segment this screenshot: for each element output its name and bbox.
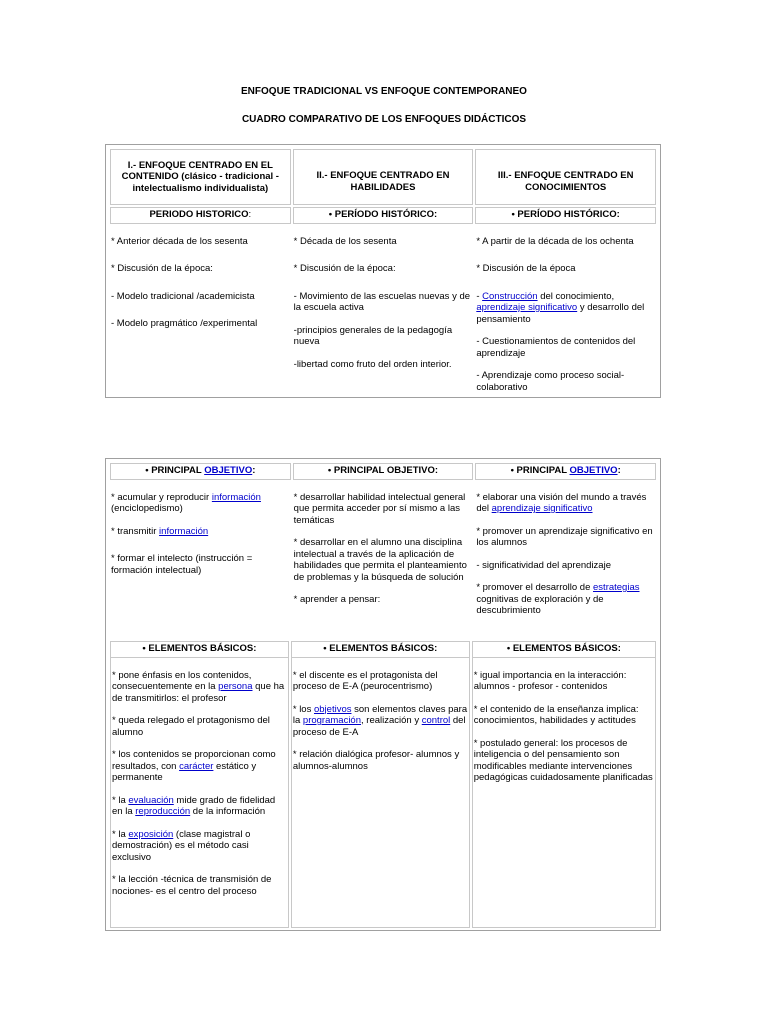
list-item: - Movimiento de las escuelas nuevas y de la escuela activa xyxy=(293,290,471,313)
programacion-link[interactable]: programación xyxy=(302,715,361,726)
list-item: * Discusión de la época: xyxy=(293,263,396,274)
list-item: * desarrollar en el alumno una disciplina intelectual a través de la aplicación de habilidades que permita el planteamiento de problemas y la búsqueda de solución xyxy=(293,537,467,583)
informacion-link[interactable]: información xyxy=(211,491,261,503)
document-subtitle: CUADRO COMPARATIVO DE LOS ENFOQUES DIDÁCTICOS xyxy=(241,114,527,125)
col3-header: III.- ENFOQUE CENTRADO EN CONOCIMIENTOS xyxy=(475,149,656,205)
col3-body xyxy=(475,207,656,393)
list-item: - Modelo pragmático /experimental xyxy=(111,318,258,329)
list-item: - significatividad del aprendizaje xyxy=(476,559,611,571)
list-item: * promover un aprendizaje significativo en los alumnos xyxy=(476,525,653,548)
list-item: * acumular y reproducir información (enciclopedismo) xyxy=(111,491,261,514)
reproduccion-link[interactable]: reproducción xyxy=(135,806,191,817)
list-item: * relación dialógica profesor- alumnos y alumnos-alumnos xyxy=(292,749,460,772)
col1-header: I.- ENFOQUE CENTRADO EN EL CONTENIDO (clásico - tradicional - intelectualismo individualista) xyxy=(110,149,291,205)
document-title: ENFOQUE TRADICIONAL VS ENFOQUE CONTEMPORANEO xyxy=(241,86,527,97)
list-item: - Aprendizaje como proceso social-colaborativo xyxy=(476,370,625,393)
list-item: * los contenidos se proporcionan como resultados, con carácter estático y permanente xyxy=(112,749,276,783)
informacion-link[interactable]: información xyxy=(159,525,209,537)
table-objetivos-elementos xyxy=(105,458,661,931)
list-item: * la evaluación mide grado de fidelidad en la reproducción de la información xyxy=(112,794,276,817)
list-item: * A partir de la década de los ochenta xyxy=(476,235,634,247)
caracter-link[interactable]: carácter xyxy=(179,760,214,772)
col2-header: II.- ENFOQUE CENTRADO EN HABILIDADES xyxy=(293,149,474,205)
list-item: * el contenido de la enseñanza implica: conocimientos, habilidades y actitudes xyxy=(473,703,639,726)
elementos-col2 xyxy=(291,641,470,928)
list-item: * aprender a pensar: xyxy=(293,594,381,605)
list-item: * Anterior década de los sesenta xyxy=(111,235,248,247)
list-item: * la exposición (clase magistral o demostración) es el método casi exclusivo xyxy=(112,828,251,863)
objetivo-col1 xyxy=(110,463,291,637)
list-item: * pone énfasis en los contenidos, consecuentemente en la persona que ha de transmitirlos: el profesor xyxy=(112,669,285,704)
aprendizaje-significativo-link[interactable]: aprendizaje significativo xyxy=(491,503,593,514)
list-item: * postulado general: los procesos de inteligencia o del pensamiento son modificables mediante intervenciones pedagógicas cuidadosamente planificadas xyxy=(473,737,653,783)
evaluacion-link[interactable]: evaluación xyxy=(128,794,174,806)
persona-link[interactable]: persona xyxy=(218,681,253,692)
construccion-link[interactable]: Construcción xyxy=(482,290,538,302)
list-item: - Cuestionamientos de contenidos del aprendizaje xyxy=(476,336,636,359)
elementos-col1-subheader: • ELEMENTOS BÁSICOS: xyxy=(110,641,289,658)
list-item: * elaborar una visión del mundo a través del aprendizaje significativo xyxy=(476,491,647,514)
list-item: -principios generales de la pedagogía nueva xyxy=(293,324,453,347)
list-item: * Discusión de la época xyxy=(476,263,576,274)
elementos-col1 xyxy=(110,641,289,928)
estrategias-link[interactable]: estrategias xyxy=(593,582,640,593)
table-historico xyxy=(105,144,661,398)
list-item: * queda relegado el protagonismo del alumno xyxy=(112,715,270,738)
objetivos-link[interactable]: objetivos xyxy=(313,703,352,715)
control-link[interactable]: control xyxy=(421,715,451,726)
col2-body xyxy=(293,207,474,393)
list-item: * Discusión de la época: xyxy=(111,263,213,274)
exposicion-link[interactable]: exposición xyxy=(128,828,174,840)
list-item: - Modelo tradicional /academicista xyxy=(111,290,255,302)
aprendizaje-significativo-link[interactable]: aprendizaje significativo xyxy=(476,302,578,313)
elementos-col2-subheader: • ELEMENTOS BÁSICOS: xyxy=(291,641,470,658)
list-item: - Construcción del conocimiento, aprendizaje significativo y desarrollo del pensamiento xyxy=(476,290,645,325)
list-item: * igual importancia en la interacción: alumnos - profesor - contenidos xyxy=(473,669,627,692)
list-item: * los objetivos son elementos claves para la programación, realización y control del proceso de E-A xyxy=(292,703,468,738)
list-item: * formar el intelecto (instrucción = formación intelectual) xyxy=(111,553,253,576)
objetivo-link[interactable]: OBJETIVO xyxy=(204,465,253,476)
objetivo-col2 xyxy=(293,463,474,637)
col1-body xyxy=(110,207,291,393)
list-item: * transmitir información xyxy=(111,525,209,537)
list-item: * desarrollar habilidad intelectual general que permita acceder por sí mismo a las temáticas xyxy=(293,491,466,526)
list-item: * promover el desarrollo de estrategias cognitivas de exploración y de descubrimiento xyxy=(476,582,640,616)
elementos-col3 xyxy=(472,641,656,928)
objetivo-col1-subheader: • PRINCIPAL OBJETIVO: xyxy=(110,463,291,480)
objetivo-col3-subheader: • PRINCIPAL OBJETIVO: xyxy=(475,463,656,480)
list-item: * el discente es el protagonista del proceso de E-A (peurocentrismo) xyxy=(292,669,438,692)
col2-subheader: • PERÍODO HISTÓRICO: xyxy=(293,207,474,224)
list-item: * la lección -técnica de transmisión de nociones- es el centro del proceso xyxy=(112,874,272,897)
list-item: * Década de los sesenta xyxy=(293,235,397,247)
objetivo-col3 xyxy=(475,463,656,637)
objetivo-col2-subheader: • PRINCIPAL OBJETIVO: xyxy=(293,463,474,480)
objetivo-link[interactable]: OBJETIVO xyxy=(569,465,618,476)
col3-subheader: • PERÍODO HISTÓRICO: xyxy=(475,207,656,224)
elementos-col3-subheader: • ELEMENTOS BÁSICOS: xyxy=(472,641,656,658)
list-item: -libertad como fruto del orden interior. xyxy=(293,358,452,370)
col1-subheader: PERIODO HISTORICO: xyxy=(110,207,291,224)
